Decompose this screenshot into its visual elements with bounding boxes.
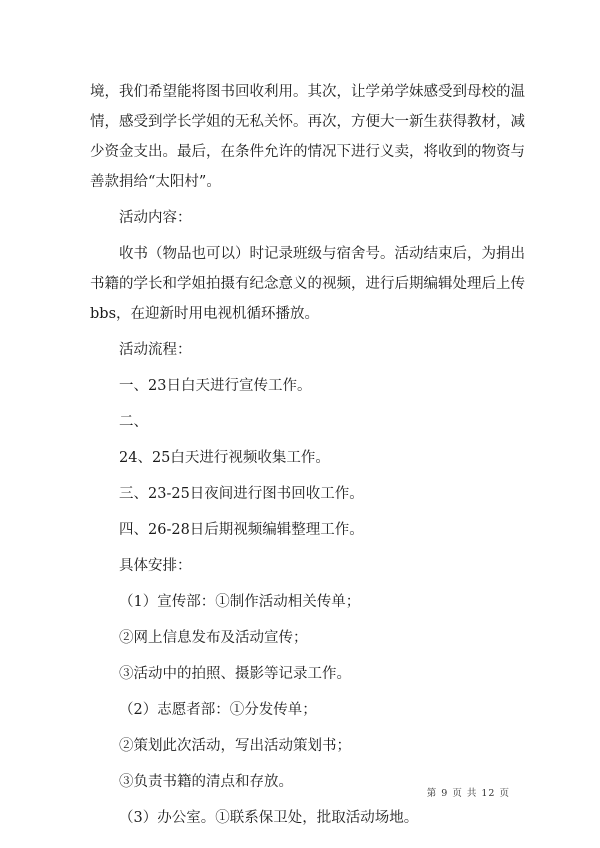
- text-line: 24、25白天进行视频收集工作。: [119, 450, 330, 466]
- text-line: 情，感受到学长学姐的无私关怀。再次，方便大一新生获得教材，减: [90, 114, 525, 130]
- text-line: 境，我们希望能将图书回收利用。其次，让学弟学妹感受到母校的温: [90, 84, 525, 100]
- text-line: ②策划此次活动，写出活动策划书；: [119, 738, 351, 754]
- text-line: （3）办公室。①联系保卫处，批取活动场地。: [119, 810, 419, 826]
- paragraph-arr-3: [90, 803, 510, 833]
- text-line: 活动内容：: [119, 210, 192, 226]
- text-line: 三、23-25日夜间进行图书回收工作。: [119, 486, 364, 502]
- paragraph-arr-1: [90, 587, 510, 617]
- text-line: bbs，在迎新时用电视机循环播放。: [90, 306, 320, 322]
- paragraph-step-2-detail: [90, 443, 510, 473]
- text-line: 善款捐给“太阳村”。: [90, 174, 221, 190]
- paragraph-activity-content-body: [90, 239, 525, 329]
- paragraph-step-1: [90, 371, 510, 401]
- document-body: [90, 77, 525, 833]
- paragraph-arr-1-2: [90, 623, 510, 653]
- page-number-footer: 第 9 页 共 12 页: [426, 788, 510, 799]
- text-line: （1）宣传部：①制作活动相关传单；: [119, 594, 361, 610]
- text-line: 具体安排：: [119, 558, 192, 574]
- text-line: ③活动中的拍照、摄影等记录工作。: [119, 666, 351, 682]
- text-line: 收书（物品也可以）时记录班级与宿舍号。活动结束后，为捐出: [119, 246, 525, 262]
- text-line: ③负责书籍的清点和存放。: [119, 774, 293, 790]
- paragraph-arr-1-3: [90, 659, 510, 689]
- text-line: 一、23日白天进行宣传工作。: [119, 378, 312, 394]
- text-line: 书籍的学长和学姐拍摄有纪念意义的视频，进行后期编辑处理后上传: [90, 276, 525, 292]
- paragraph-arr-2-2: [90, 731, 510, 761]
- paragraph-activity-content-heading: [90, 203, 510, 233]
- text-line: 二、: [119, 414, 148, 430]
- text-line: 少资金支出。最后，在条件允许的情况下进行义卖，将收到的物资与: [90, 144, 525, 160]
- paragraph-step-3: [90, 479, 510, 509]
- text-line: 四、26-28日后期视频编辑整理工作。: [119, 522, 364, 538]
- text-line: （2）志愿者部：①分发传单；: [119, 702, 317, 718]
- paragraph-step-4: [90, 515, 510, 545]
- paragraph-step-2: [90, 407, 510, 437]
- text-line: ②网上信息发布及活动宣传；: [119, 630, 308, 646]
- paragraph-activity-process-heading: [90, 335, 510, 365]
- paragraph-arrangement-heading: [90, 551, 510, 581]
- text-line: 活动流程：: [119, 342, 192, 358]
- paragraph-arr-2: [90, 695, 510, 725]
- paragraph-intro-continued: [90, 77, 525, 197]
